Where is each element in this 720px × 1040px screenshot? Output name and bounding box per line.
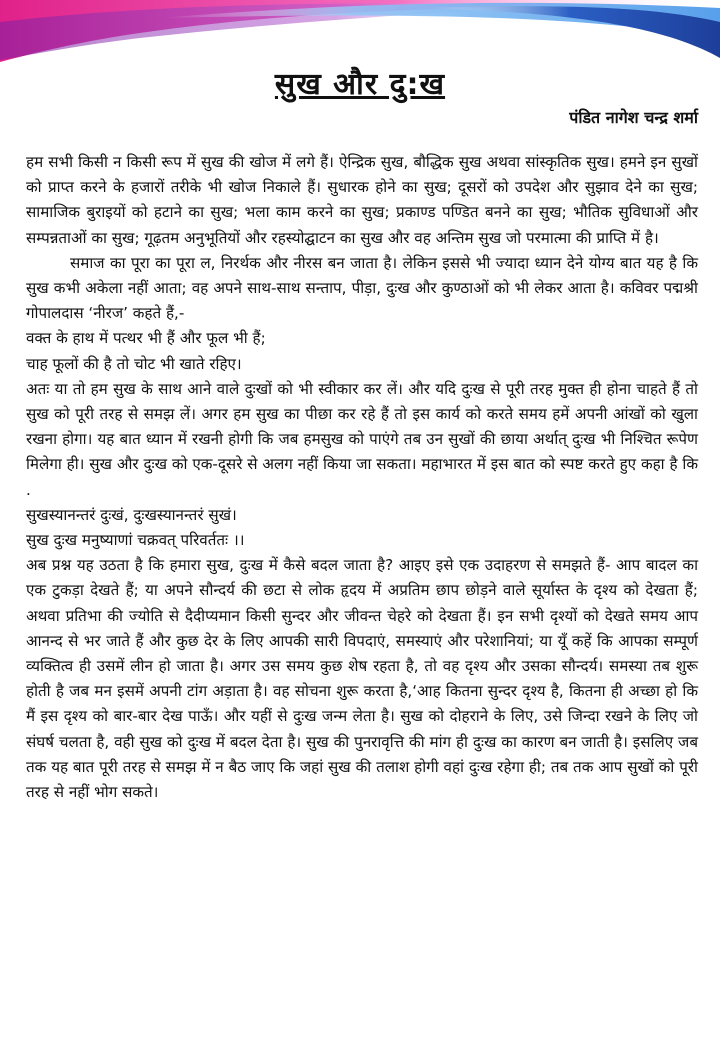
poem-line: वक्त के हाथ में पत्थर भी हैं और फूल भी हैं; (26, 329, 266, 348)
poem-line: चाह फूलों की है तो चोट भी खाते रहिए। (26, 354, 242, 373)
paragraph-society: समाज का पूरा का पूरा ल, निरर्थक और नीरस बन जाता है। लेकिन इससे भी ज्यादा ध्यान देने योग्य बात यह है कि सुख कभी अकेला नहीं आता; वह अपने साथ-साथ सन्ताप, पीड़ा, दुःख और कुण्ठाओं को भी लेकर आता है। कविवर पद्मश्री गोपालदास ‘नीरज’ कहते हैं,- (26, 253, 698, 323)
sanskrit-verse-line: सुख दुःख मनुष्याणां चक्रवत् परिवर्ततः ।। (26, 531, 245, 550)
document-title: सुख और दु:ख (274, 67, 446, 102)
author-name: पंडित नागेश चन्द्र शर्मा (569, 108, 698, 127)
sanskrit-verse-line: सुखस्यानन्तरं दुःखं, दुःखस्यानन्तरं सुखं। (26, 505, 237, 524)
paragraph-intro: हम सभी किसी न किसी रूप में सुख की खोज में लगे हैं। ऐन्द्रिक सुख, बौद्धिक सुख अथवा सांस्कृतिक सुख। हमने इन सुखों को प्राप्त करने के हजारों तरीके भी खोज निकाले हैं। सुधारक होने का सुख; दूसरों को उपदेश और सुझाव देने का सुख; सामाजिक बुराइयों को हटाने का सुख; भला काम करने का सुख; प्रकाण्ड पण्डित बनने का सुख; भौतिक सुविधाओं और सम्पन्नताओं का सुख; गूढ़तम अनुभूतियों और रहस्योद्घाटन का सुख और वह अन्तिम सुख जो परमात्मा की प्राप्ति में है। (26, 153, 698, 247)
article-body (26, 150, 698, 805)
paragraph-acceptance: अतः या तो हम सुख के साथ आने वाले दुःखों को भी स्वीकार कर लें। और यदि दुःख से पूरी तरह मुक्त ही होना चाहते हैं तो सुख को पूरी तरह से समझ लें। अगर हम सुख का पीछा कर रहे हैं तो इस कार्य को करते समय हमें अपनी आंखों को खुला रखना होगा। यह बात ध्यान में रखनी होगी कि जब हमसुख को पाएंगे तब उन सुखों की छाया अर्थात् दुःख भी निश्चित रूपेण मिलेगा ही। सुख और दुःख को एक-दूसरे से अलग नहीं किया जा सकता। महाभारत में इस बात को स्पष्ट करते हुए कहा है कि . (26, 379, 698, 499)
paragraph-example: अब प्रश्न यह उठता है कि हमारा सुख, दुःख में कैसे बदल जाता है? आइए इसे एक उदाहरण से समझते हैं- आप बादल का एक टुकड़ा देखते हैं; या अपने सौन्दर्य की छटा से लोक हृदय में अप्रतिम छाप छोड़ने वाले सूर्यास्त के दृश्य को देखता हैं; अथवा प्रतिभा की ज्योति से दैदीप्यमान किसी सुन्दर और जीवन्त चेहरे को देखता हैं। इन सभी दृश्यों को देखते समय आप आनन्द से भर जाते हैं और कुछ देर के लिए आपकी सारी विपदाएं, समस्याएं और परेशानियां; या यूँ कहें कि आपका सम्पूर्ण व्यक्तित्व ही उसमें लीन हो जाता है। अगर उस समय कुछ शेष रहता है, तो वह दृश्य और उसका सौन्दर्य। समस्या तब शुरू होती है जब मन इसमें अपनी टांग अड़ाता है। वह सोचना शुरू करता है,‘आह कितना सुन्दर दृश्य है, कितना ही अच्छा हो कि मैं इस दृश्य को बार-बार देख पाऊँ। और यहीं से दुःख जन्म लेता है। सुख को दोहराने के लिए, उसे जिन्दा रखने के लिए जो संघर्ष चलता है, वही सुख को दुःख में बदल देता है। सुख की पुनरावृत्ति की मांग ही दुःख का कारण बन जाती है। इसलिए जब तक यह बात पूरी तरह से समझ में न बैठ जाए कि जहां सुख की तलाश होगी वहां दुःख रहेगा ही; तब तक आप सुखों को पूरी तरह से नहीं भोग सकते। (26, 556, 698, 802)
